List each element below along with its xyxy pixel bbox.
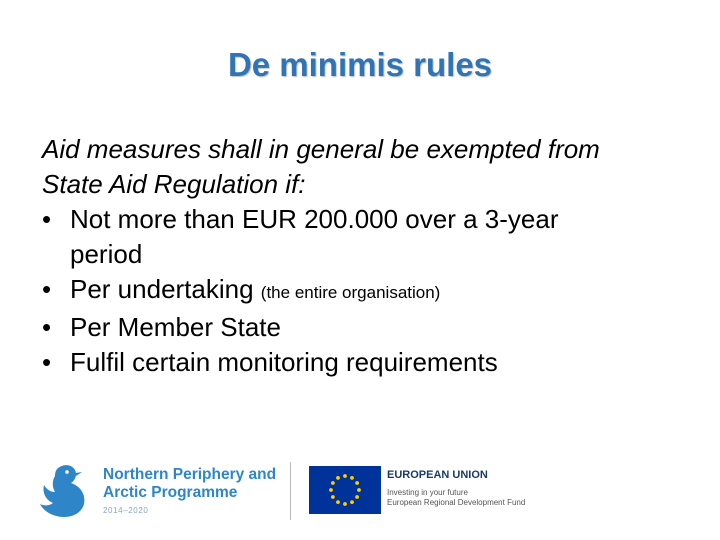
bullet-item-monitoring — [42, 345, 692, 380]
bullet-item-undertaking — [42, 272, 692, 310]
npa-name-line-1: Northern Periphery and — [103, 466, 277, 483]
bullet-icon: • — [42, 347, 52, 377]
eu-subtitle — [387, 488, 525, 508]
bullet-item-amount — [42, 202, 692, 272]
npa-bird-icon — [36, 460, 100, 522]
bullet-undertaking-note: (the entire organisation) — [260, 283, 441, 302]
bullet-monitoring-text: Fulfil certain monitoring requirements — [70, 347, 498, 377]
intro-line-2: State Aid Regulation if: — [42, 169, 306, 199]
bullet-amount-line-1: Not more than EUR 200.000 over a 3-year — [70, 204, 559, 234]
bullet-icon: • — [42, 312, 52, 342]
npa-name — [103, 466, 276, 502]
bullet-amount-line-2: period — [70, 239, 143, 269]
eu-title: EUROPEAN UNION — [387, 469, 488, 481]
bullet-member-state-text: Per Member State — [70, 312, 281, 342]
intro-text — [42, 132, 692, 202]
bullet-icon: • — [42, 204, 52, 234]
npa-name-line-2: Arctic Programme — [103, 484, 238, 501]
eu-subtitle-line-1: Investing in your future — [387, 488, 468, 497]
npa-logo — [36, 460, 286, 522]
eu-flag-icon — [309, 466, 381, 514]
npa-years: 2014–2020 — [103, 506, 149, 515]
bullet-icon: • — [42, 274, 52, 304]
bullet-item-member-state — [42, 310, 692, 345]
slide-title: De minimis rules — [227, 46, 493, 83]
intro-line-1: Aid measures shall in general be exempted from — [42, 134, 600, 164]
eu-subtitle-line-2: European Regional Development Fund — [387, 498, 526, 507]
bullet-list — [42, 202, 692, 380]
bullet-undertaking-text: Per undertaking — [70, 274, 254, 304]
slide-body — [42, 132, 692, 380]
footer-divider — [290, 462, 291, 520]
